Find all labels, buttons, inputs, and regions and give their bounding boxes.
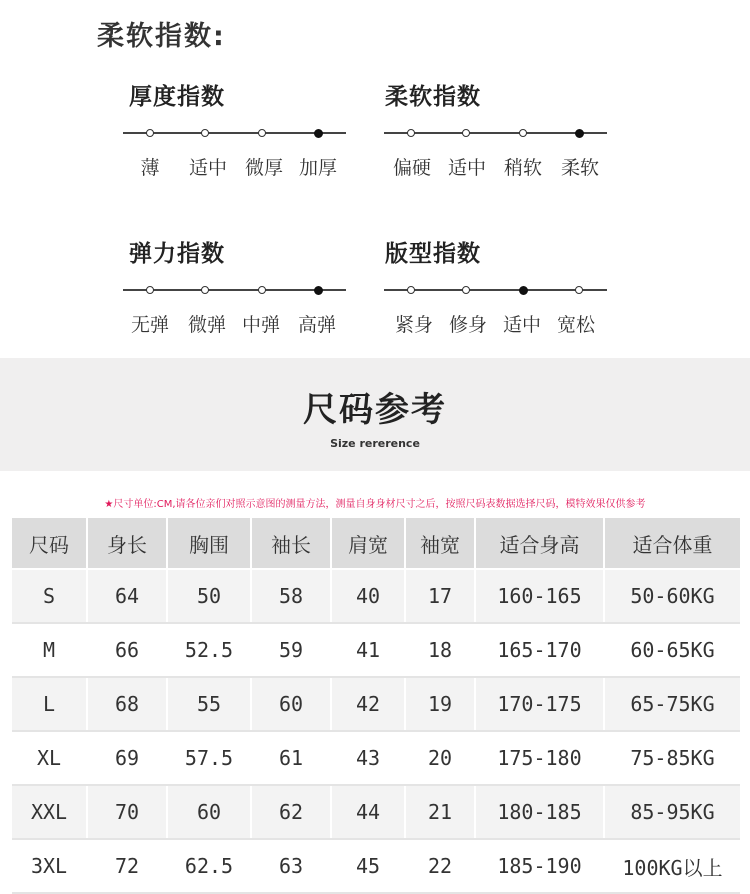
thickness-scale-line [123,132,346,134]
fit-scale-line [384,289,607,291]
table-cell: 75-85KG [604,731,740,785]
scale-dot-selected [314,286,323,295]
table-cell: M [12,623,87,677]
scale-label: 宽松 [556,314,595,336]
table-cell: 185-190 [475,839,604,893]
table-cell: 19 [405,677,475,731]
table-cell: 43 [331,731,405,785]
elasticity-scale-line [123,289,346,291]
table-cell: 60 [251,677,331,731]
table-cell: 65-75KG [604,677,740,731]
scale-dot [201,286,209,294]
scale-dot-selected [519,286,528,295]
table-header-row [12,518,740,569]
table-cell: 59 [251,623,331,677]
table-header-cell: 尺码 [12,518,87,569]
table-row [12,623,740,677]
table-row [12,569,740,623]
table-cell: 41 [331,623,405,677]
table-cell: 62.5 [167,839,251,893]
table-header-cell: 身长 [87,518,167,569]
scale-dot [258,129,266,137]
table-cell: 52.5 [167,623,251,677]
size-note [0,495,750,510]
scale-label: 微弹 [187,314,226,336]
table-cell: 44 [331,785,405,839]
table-cell: S [12,569,87,623]
table-row [12,785,740,839]
scale-dot [519,129,527,137]
table-cell: 57.5 [167,731,251,785]
table-header-cell: 肩宽 [331,518,405,569]
table-cell: 22 [405,839,475,893]
table-row [12,731,740,785]
scale-label: 稍软 [503,157,542,179]
size-table [12,518,740,894]
table-header-cell: 袖长 [251,518,331,569]
scale-dot [146,286,154,294]
table-cell: 60-65KG [604,623,740,677]
table-cell: 45 [331,839,405,893]
softness-section-title: 柔软指数: [97,21,226,52]
table-cell: 68 [87,677,167,731]
table-cell: 58 [251,569,331,623]
table-cell: XL [12,731,87,785]
table-cell: 3XL [12,839,87,893]
scale-dot-selected [314,129,323,138]
scale-dot [462,286,470,294]
scale-label: 中弹 [241,314,280,336]
table-cell: 175-180 [475,731,604,785]
size-note-text: 尺寸单位:CM,请各位亲们对照示意图的测量方法，测量自身身材尺寸之后，按照尺码表数据选择尺码，模特效果仅供参考 [113,499,646,510]
table-cell: 70 [87,785,167,839]
table-cell: 63 [251,839,331,893]
table-cell: 165-170 [475,623,604,677]
elasticity-index-title: 弹力指数 [129,241,225,267]
softness-index-title: 柔软指数 [385,84,481,110]
table-cell: 60 [167,785,251,839]
scale-dot [258,286,266,294]
table-cell: L [12,677,87,731]
thickness-index-title: 厚度指数 [129,84,225,110]
scale-label: 适中 [502,314,541,336]
fit-index-title: 版型指数 [385,241,481,267]
table-cell: 61 [251,731,331,785]
table-header-cell: 袖宽 [405,518,475,569]
table-cell: 170-175 [475,677,604,731]
scale-label: 微厚 [244,157,283,179]
scale-label: 适中 [447,157,486,179]
table-cell: 85-95KG [604,785,740,839]
table-header-cell: 胸围 [167,518,251,569]
size-reference-title: 尺码参考 [303,390,447,430]
table-cell: 55 [167,677,251,731]
scale-dot [462,129,470,137]
table-cell: 50-60KG [604,569,740,623]
scale-dot [146,129,154,137]
table-cell: 69 [87,731,167,785]
table-cell: 62 [251,785,331,839]
table-row [12,677,740,731]
scale-dot [407,286,415,294]
scale-label: 高弹 [297,314,336,336]
table-row [12,839,740,893]
scale-label: 修身 [448,314,487,336]
table-cell: 72 [87,839,167,893]
scale-dot [201,129,209,137]
scale-label: 无弹 [130,314,169,336]
table-cell: 66 [87,623,167,677]
size-reference-subtitle: Size rererence [330,437,420,450]
table-header-cell: 适合体重 [604,518,740,569]
star-icon: ★ [104,499,114,510]
table-cell: 100KG以上 [604,839,740,893]
table-cell: 160-165 [475,569,604,623]
scale-dot [407,129,415,137]
table-cell: XXL [12,785,87,839]
scale-label: 偏硬 [392,157,431,179]
scale-dot-selected [575,129,584,138]
table-cell: 64 [87,569,167,623]
table-cell: 17 [405,569,475,623]
table-cell: 20 [405,731,475,785]
scale-label: 适中 [188,157,227,179]
table-cell: 40 [331,569,405,623]
table-cell: 50 [167,569,251,623]
softness-scale-line [384,132,607,134]
scale-label: 紧身 [394,314,433,336]
table-cell: 21 [405,785,475,839]
table-header-cell: 适合身高 [475,518,604,569]
scale-label: 柔软 [560,157,599,179]
table-cell: 18 [405,623,475,677]
scale-dot [575,286,583,294]
table-cell: 180-185 [475,785,604,839]
scale-label: 加厚 [298,157,337,179]
scale-label: 薄 [140,157,160,179]
table-cell: 42 [331,677,405,731]
